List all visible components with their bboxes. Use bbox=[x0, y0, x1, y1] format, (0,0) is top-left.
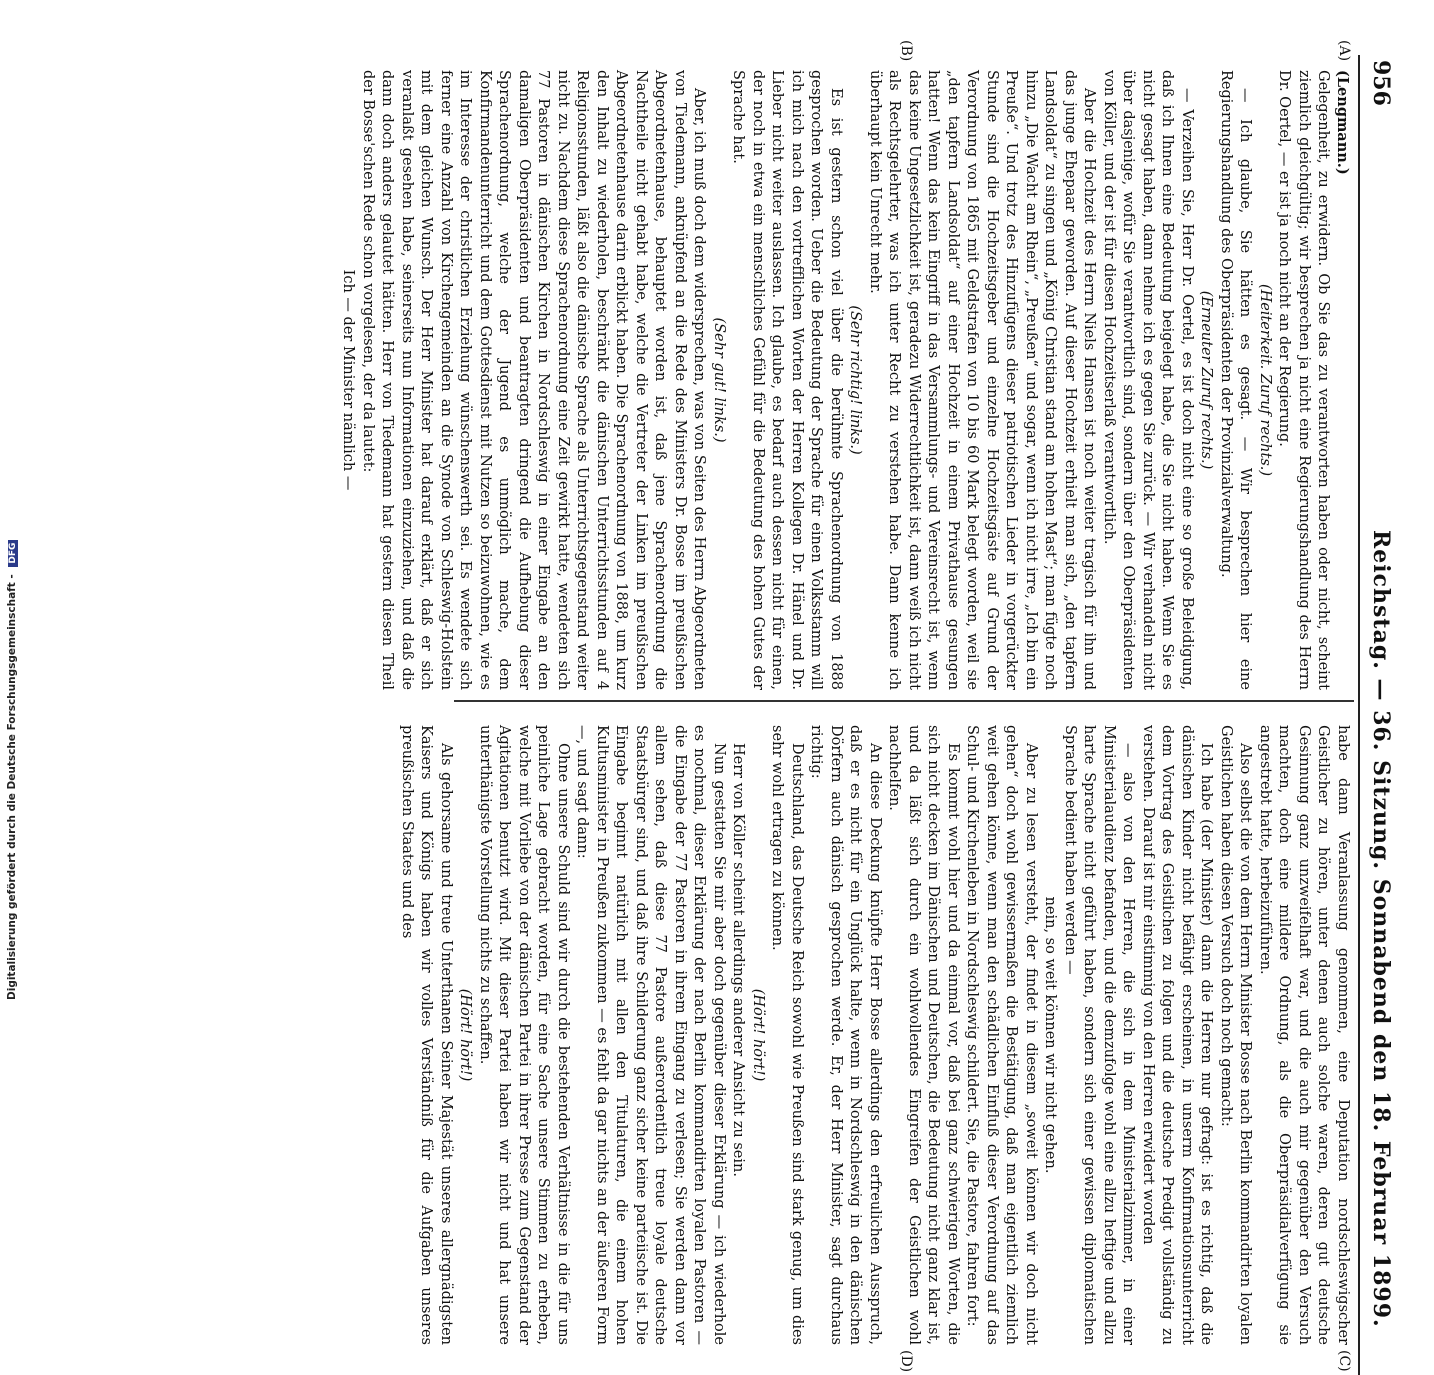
paragraph: Gelegenheit, zu erwidern. Ob Sie das zu verantworten haben oder nicht, scheint ziemlich gleichgültig; wir besprechen ja nicht eine Regierungshandlung des Herrn Dr. Oertel, — er ist ja noch nicht an der Regierung. bbox=[1276, 70, 1332, 690]
quote-paragraph: Es kommt wohl hier und da einmal vor, daß bei ganz schwierigen Worten, die sich nicht decken im Dänischen und Deutschen, die Bedeutung nicht ganz klar ist, und da läßt sich durch ein wohlwollendes Eingreifen der Geistlichen wohl nachhelfen. bbox=[886, 725, 961, 1345]
interjection: (Heiterkeit. Zuruf rechts.) bbox=[1257, 283, 1273, 477]
paragraph: Es ist gestern schon viel über die berühmte Sprachenordnung von 1888 gesprochen worden. Ueber die Bedeutung der Sprache für einen Volksstamm will ich mich nach den vortrefflichen Worten der Herren Kollegen Dr. Hänel und Dr. Lieber nicht weiter auslassen. Ich glaube, es bedarf auch dessen nicht für einen, der noch in etwa ein menschliches Gefühl für die Bedeutung des hohen Gutes der Sprache hat. bbox=[730, 70, 844, 690]
digitization-notice bbox=[6, 10, 18, 1000]
quote-paragraph: Ich habe (der Minister) dann die Herren nur gefragt: ist es richtig, daß die dänischen Kinder nicht befähigt erscheinen, in unserm Konfirmationsunterricht dem Vortrag des Geistlichen zu folgen und die deutsche Predigt vollständig zu verstehen. Darauf ist mir einstimmig von den Herren erwidert worden bbox=[1140, 725, 1215, 1345]
interjection: (Sehr gut! links.) bbox=[711, 317, 727, 443]
paragraph: — Ich glaube, Sie hätten es gesagt. — Wir besprechen hier eine Regierungshandlung des Oberpräsidenten der Provinzialverwaltung. bbox=[1218, 70, 1254, 690]
interjection: (Hört! hört!) bbox=[457, 988, 474, 1082]
paragraph: Aber zu lesen versteht, der findet in diesem „soweit können wir doch nicht gehen“ doch wohl gewissermaßen die Bestätigung, daß man eigentlich ziemlich weit gehen könne, wenn man den schädlichen Einfluß dieser Verordnung auf das Schul- und Kirchenleben in Nordschleswig schildert. Sie, die Pastore, fahren fort: bbox=[964, 725, 1039, 1345]
left-column bbox=[338, 70, 1352, 690]
margin-letter-d: (D) bbox=[898, 1350, 914, 1373]
paragraph: Also selbst die von dem Herrn Minister Bosse nach Berlin kommandirten loyalen Geistlichen haben diesen Versuch doch noch gemacht: bbox=[1218, 725, 1254, 1345]
interjection: (Sehr richtig! links.) bbox=[847, 305, 864, 455]
quote-paragraph: Ohne unsere Schuld sind wir durch die bestehenden Verhältnisse in die für uns peinliche Lage gebracht worden, für eine Sache unsere Stimmen zu erheben, welche mit Vorliebe von der dänischen Partei in ihrer Presse zum Gegenstand der Agitationen benutzt wird. Mit dieser Partei haben wir nicht und hat unsere unterthänigste Vorstellung nichts zu schaffen. bbox=[477, 725, 571, 1345]
quote-paragraph: nein, so weit können wir nicht gehen. bbox=[1042, 896, 1059, 1174]
quote-paragraph: Deutschland, das Deutsche Reich sowohl wie Preußen sind stark genug, um dies sehr wohl ertragen zu können. bbox=[769, 725, 805, 1345]
paragraph: Nun gestatten Sie mir aber doch gegenüber dieser Erklärung — ich wiederhole es nochmal, dieser Erklärung der nach Berlin kommandirten loyalen Pastoren — die Eingabe der 77 Pastoren in ihrem Eingang zu verlesen; Sie werden dann vor allem sehen, daß diese 77 Pastore außerordentlich treue loyale deutsche Staatsbürger sind, und daß ihre Schilderung ganz sicher keine parteiische ist. Die Eingabe beginnt natürlich mit allen den Titulaturen, die einem hohen Kultusminister in Preußen zukommen — es fehlt da gar nichts an der äußeren Form —, und sagt dann: bbox=[574, 725, 727, 1345]
speaker-tag: (Lengmann.) bbox=[1334, 70, 1351, 175]
dfg-logo: DFG bbox=[8, 540, 18, 567]
paragraph: Herr von Köller scheint allerdings anderer Ansicht zu sein. bbox=[730, 743, 747, 1177]
quote-paragraph: habe dann Veranlassung genommen, eine Deputation nordschleswigscher Geistlicher zu hören, unter denen auch solche waren, deren gut deutsche Gesinnung ganz unzweifelhaft war, und die auch mir gegenüber den Versuch machten, doch eine mildere Ordnung, als die Oberpräsidialverfügung sie angestrebt hatte, herbeizuführen. bbox=[1257, 725, 1351, 1345]
page-number: 956 bbox=[1368, 60, 1394, 106]
page-header bbox=[1354, 60, 1394, 1360]
quote-intro: Ich — der Minister nämlich — bbox=[340, 269, 357, 491]
margin-letter-b: (B) bbox=[898, 40, 914, 62]
paragraph: Aber die Hochzeit des Herrn Niels Hansen ist noch weiter tragisch für ihn und das junge Ehepaar geworden. Auf dieser Hochzeit erhielt man sich, „den tapfern Landsoldat“ zu singen und „König Christian stand am hohen Mast“; man fügte noch hinzu „Die Wacht am Rhein“, „Preußen“ und sogar, wenn ich nicht irre, „Ich bin ein Preuße“. Und trotz des Hinzufügens dieser patriotischen Lieder in vorgerückter Stunde sind die Hochzeitsgeber und einzelne Hochzeitsgäste auf Grund der Verordnung von 1865 mit Geldstrafen von 10 bis 60 Mark belegt worden, weil sie „den tapfern Landsoldat“ auf einer Hochzeit in einem Privathause gesungen hatten! Wenn das kein Eingriff in das Versammlungs- und Vereinsrecht ist, wenn das keine Ungesetzlichkeit ist, geradezu Widerrechtlichkeit ist, dann weiß ich nicht als Rechtsgelehrter, was ich unter Recht zu verstehen habe. Dann kenne ich überhaupt kein Unrecht mehr. bbox=[867, 70, 1098, 690]
paragraph: Aber, ich muß doch dem widersprechen, was von Seiten des Herrn Abgeordneten von Tiedemann, anknüpfend an die Rede des Ministers Dr. Bosse im preußischen Abgeordnetenhause, behauptet worden ist, daß jene Sprachenordnung die Nachtheile nicht gehabt habe, welche die Vertreter der Linken im preußischen Abgeordnetenhause darin erblickt haben. Die Sprachenordnung von 1888, um kurz den Inhalt zu wiederholen, beschränkt die dänischen Unterrichtsstunden auf 4 Religionsstunden, läßt also die dänische Sprache als Unterrichtsgegenstand weiter nicht zu. Nachdem diese Sprachenordnung eine Zeit gewirkt hatte, wendeten sich 77 Pastoren in dänischen Kirchen in Nordschleswig in einer Eingabe an den damaligen Oberpräsidenten und beantragten dringend die Aufhebung dieser Sprachenordnung, welche der Jugend es unmöglich mache, dem Konfirmandenunterricht und dem Gottesdienst mit Nutzen so beizuwohnen, wie es im Interesse der christlichen Erziehung wünschenswerth sei. Es wendete sich ferner eine Anzahl von Kirchengemeinden an die Synode von Schleswig-Holstein mit dem gleichen Wunsch. Der Herr Minister hat darauf erklärt, daß er sich veranlaßt gesehen habe, seinerseits nun Informationen einzuziehen, und daß die dann doch anders gelautet hätten. Herr von Tiedemann hat gestern diesen Theil der Bosse'schen Rede schon vorgelesen, der da lautet: bbox=[360, 70, 708, 690]
running-title: Reichstag. — 36. Sitzung. Sonnabend den 18. Februar 1899. bbox=[1368, 530, 1394, 1328]
paragraph: — also von den Herren, die sich in dem Ministerialzimmer, in einer Ministerialaudienz befanden, und die demzufolge wohl eine allzu heftige und allzu harte Sprache nicht geführt haben, sondern sich einer gewissen diplomatischen Sprache bedient haben werden — bbox=[1062, 725, 1137, 1345]
header-rule bbox=[1358, 55, 1360, 1375]
margin-letter-c: (C) bbox=[1336, 1350, 1352, 1372]
quote-paragraph: Als gehorsame und treue Unterthanen Seiner Majestät unseres allergnädigsten Kaisers und Königs haben wir volles Verständniß für die Aufgaben unseres preußischen Staates und des bbox=[399, 725, 454, 1345]
margin-letter-a: (A) bbox=[1336, 40, 1352, 62]
digitization-notice-text: Digitalisierung gefördert durch die Deutsche Forschungsgemeinschaft - bbox=[6, 574, 18, 1000]
interjection: (Hört! hört!) bbox=[750, 988, 766, 1082]
right-column bbox=[397, 725, 1353, 1345]
paragraph: — Verzeihen Sie, Herr Dr. Oertel, es ist doch nicht eine so große Beleidigung, daß ich Ihnen eine Bedeutung beigelegt habe, die Sie nicht haben. Wenn Sie es nicht gesagt haben, dann nehme ich es gegen Sie zurück. — Wir verhandeln nicht über dasjenige, wofür Sie verantwortlich sind, sondern über den Oberpräsidenten von Köller, und der ist für diesen Hochzeitserlaß verantwortlich. bbox=[1101, 70, 1195, 690]
paragraph: An diese Deckung knüpfte Herr Bosse allerdings den erfreulichen Ausspruch, daß er es nicht für ein Unglück halte, wenn in Nordschleswig in den dänischen Dörfern auch dänisch gesprochen werde. Er, der Herr Minister, sagt durchaus richtig: bbox=[808, 725, 883, 1345]
interjection: (Erneuter Zuruf rechts.) bbox=[1198, 290, 1215, 470]
column-divider bbox=[454, 700, 1354, 702]
